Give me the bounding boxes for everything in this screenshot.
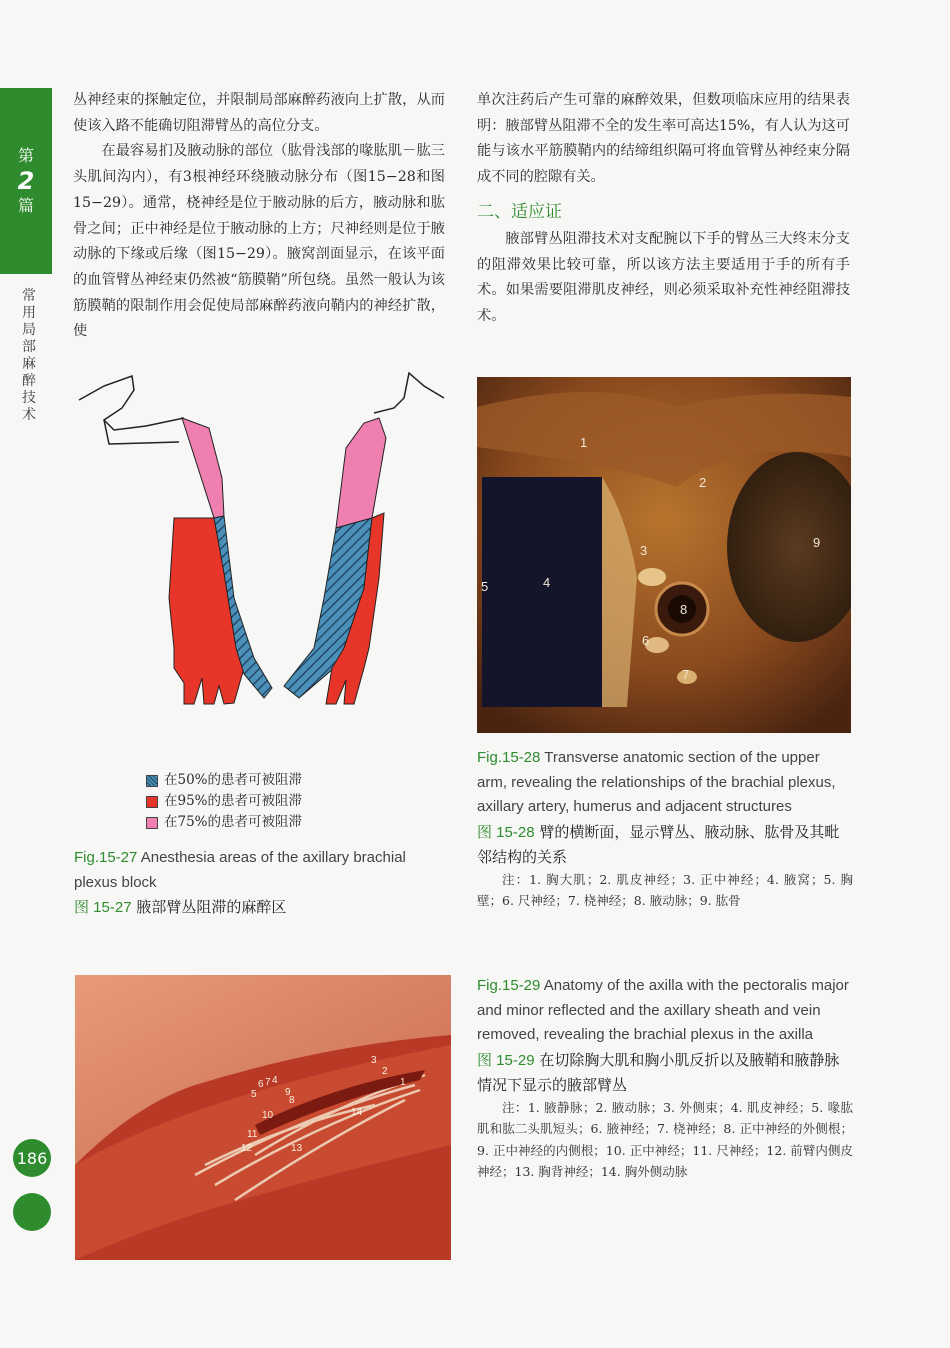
part-tab xyxy=(0,88,52,274)
fig29-text-cn: 在切除胸大肌和胸小肌反折以及腋鞘和腋静脉情况下显示的腋部臂丛 xyxy=(477,1050,840,1094)
photo29-label: 12 xyxy=(241,1143,253,1154)
fig27-label-en: Fig.15-27 xyxy=(74,849,138,866)
section-heading: 二、适应证 xyxy=(477,201,562,222)
legend-swatch-hatched xyxy=(146,775,158,787)
photo28-label: 8 xyxy=(680,602,688,617)
fig28-note xyxy=(477,869,853,912)
left-column xyxy=(73,88,445,345)
legend-label: 在50%的患者可被阻滞 xyxy=(164,772,303,788)
photo29-label: 5 xyxy=(251,1089,257,1100)
fig28-label-cn: 图 15-28 xyxy=(477,823,535,841)
legend-item xyxy=(146,812,302,833)
legend-item xyxy=(146,770,302,791)
fig27-caption-en xyxy=(74,846,452,895)
photo28-label: 9 xyxy=(813,535,821,550)
cross-section-photo xyxy=(477,377,851,733)
fig28-text-cn: 臂的横断面，显示臂丛、腋动脉、肱骨及其毗邻结构的关系 xyxy=(477,822,840,866)
body-paragraph: 丛神经束的探触定位，并限制局部麻醉药液向上扩散，从而使该入路不能确切阻滞臂丛的高位分支。 xyxy=(73,92,445,134)
legend xyxy=(146,770,302,833)
fig27-caption xyxy=(74,846,452,920)
fig29-text-en: Anatomy of the axilla with the pectoralis major and minor reflected and the axillary sheath and vein removed, revealing the brachial plexus in the axilla xyxy=(477,977,849,1043)
photo29-label: 8 xyxy=(289,1095,295,1106)
legend-swatch-red xyxy=(146,796,158,808)
part-number: 2 xyxy=(17,167,35,195)
photo28-label: 3 xyxy=(640,543,648,558)
right-column xyxy=(477,88,850,330)
page-number: 186 xyxy=(13,1139,51,1177)
section-title: 常用局部麻醉技术 xyxy=(22,288,36,423)
fig28-caption-en xyxy=(477,746,853,820)
photo28-label: 6 xyxy=(642,633,650,648)
photo29-label: 13 xyxy=(291,1143,303,1154)
fig29-label-en: Fig.15-29 xyxy=(477,977,541,994)
part-prefix: 第 xyxy=(17,146,34,165)
axilla-dissection-photo xyxy=(75,975,451,1260)
fig29-caption-cn xyxy=(477,1048,853,1097)
fig28-text-en: Transverse anatomic section of the upper arm, revealing the relationships of the brachial plexus, axillary artery, humerus and adjacent structures xyxy=(477,749,836,815)
photo28-label: 1 xyxy=(580,435,588,450)
photo28-label: 5 xyxy=(481,579,489,594)
legend-swatch-pink xyxy=(146,817,158,829)
page-dot-decoration xyxy=(13,1193,51,1231)
fig29-caption xyxy=(477,974,853,1183)
photo29-label: 4 xyxy=(272,1075,278,1086)
body-paragraph: 在最容易扪及腋动脉的部位（肱骨浅部的喙肱肌－肱三头肌间沟内），有3根神经环绕腋动脉分布（图15−28和图15−29）。通常，桡神经是位于腋动脉的后方，腋动脉和肱骨之间；正中神经是位于腋动脉的上方；尺神经则是位于腋动脉的下缘或后缘（图15−29）。腋窝剖面显示，在该平面的血管臂丛神经束仍然被“筋膜鞘”所包绕。虽然一般认为该筋膜鞘的限制作用会促使局部麻醉药液向鞘内的神经扩散，使 xyxy=(73,143,445,340)
fig29-note xyxy=(477,1097,853,1183)
fig28-label-en: Fig.15-28 xyxy=(477,749,541,766)
photo28-label: 2 xyxy=(699,475,707,490)
fig29-label-cn: 图 15-29 xyxy=(477,1051,535,1069)
anesthesia-area-illustration xyxy=(74,368,446,708)
fig27-caption-cn xyxy=(74,895,452,920)
photo28-label: 7 xyxy=(682,667,690,682)
fig28-note-text: 注：1. 胸大肌；2. 肌皮神经；3. 正中神经；4. 腋窝；5. 胸壁；6. 尺神经；7. 桡神经；8. 腋动脉；9. 肱骨 xyxy=(477,871,853,908)
photo29-label: 2 xyxy=(382,1066,388,1077)
body-paragraph: 单次注药后产生可靠的麻醉效果，但数项临床应用的结果表明：腋部臂丛阻滞不全的发生率可高达15%，有人认为这可能与该水平筋膜鞘内的结缔组织隔可将血管臂丛神经束分隔成不同的腔隙有关。 xyxy=(477,92,850,186)
part-suffix: 篇 xyxy=(17,196,34,215)
legend-label: 在95%的患者可被阻滞 xyxy=(164,793,303,809)
photo29-label: 9 xyxy=(285,1087,291,1098)
photo29-label: 11 xyxy=(247,1129,258,1140)
photo29-label: 6 xyxy=(258,1079,264,1090)
legend-item xyxy=(146,791,302,812)
photo29-label: 7 xyxy=(265,1077,271,1088)
body-paragraph: 腋部臂丛阻滞技术对支配腕以下手的臂丛三大终末分支的阻滞效果比较可靠，所以该方法主要适用于手的所有手术。如果需要阻滞肌皮神经，则必须采取补充性神经阻滞技术。 xyxy=(477,230,850,324)
legend-label: 在75%的患者可被阻滞 xyxy=(164,814,303,830)
photo29-label: 3 xyxy=(371,1055,377,1066)
fig27-label-cn: 图 15-27 xyxy=(74,899,132,916)
fig27-text-cn: 腋部臂丛阻滞的麻醉区 xyxy=(136,898,287,916)
photo29-label: 1 xyxy=(400,1077,406,1088)
fig28-caption-cn xyxy=(477,820,853,869)
photo29-label: 10 xyxy=(262,1110,274,1121)
photo29-label: 14 xyxy=(351,1107,363,1118)
photo28-label: 4 xyxy=(543,575,551,590)
fig29-caption-en xyxy=(477,974,853,1048)
fig27-text-en: Anesthesia areas of the axillary brachial plexus block xyxy=(74,849,406,891)
fig28-caption xyxy=(477,746,853,912)
fig29-note-text: 注：1. 腋静脉；2. 腋动脉；3. 外侧束；4. 肌皮神经；5. 喙肱肌和肱二头肌短头；6. 腋神经；7. 桡神经；8. 正中神经的外侧根；9. 正中神经的内侧根；10. 正中神经；11. 尺神经；12. 前臂内侧皮神经；13. 胸背神经；14. 胸外侧动脉 xyxy=(477,1099,853,1179)
